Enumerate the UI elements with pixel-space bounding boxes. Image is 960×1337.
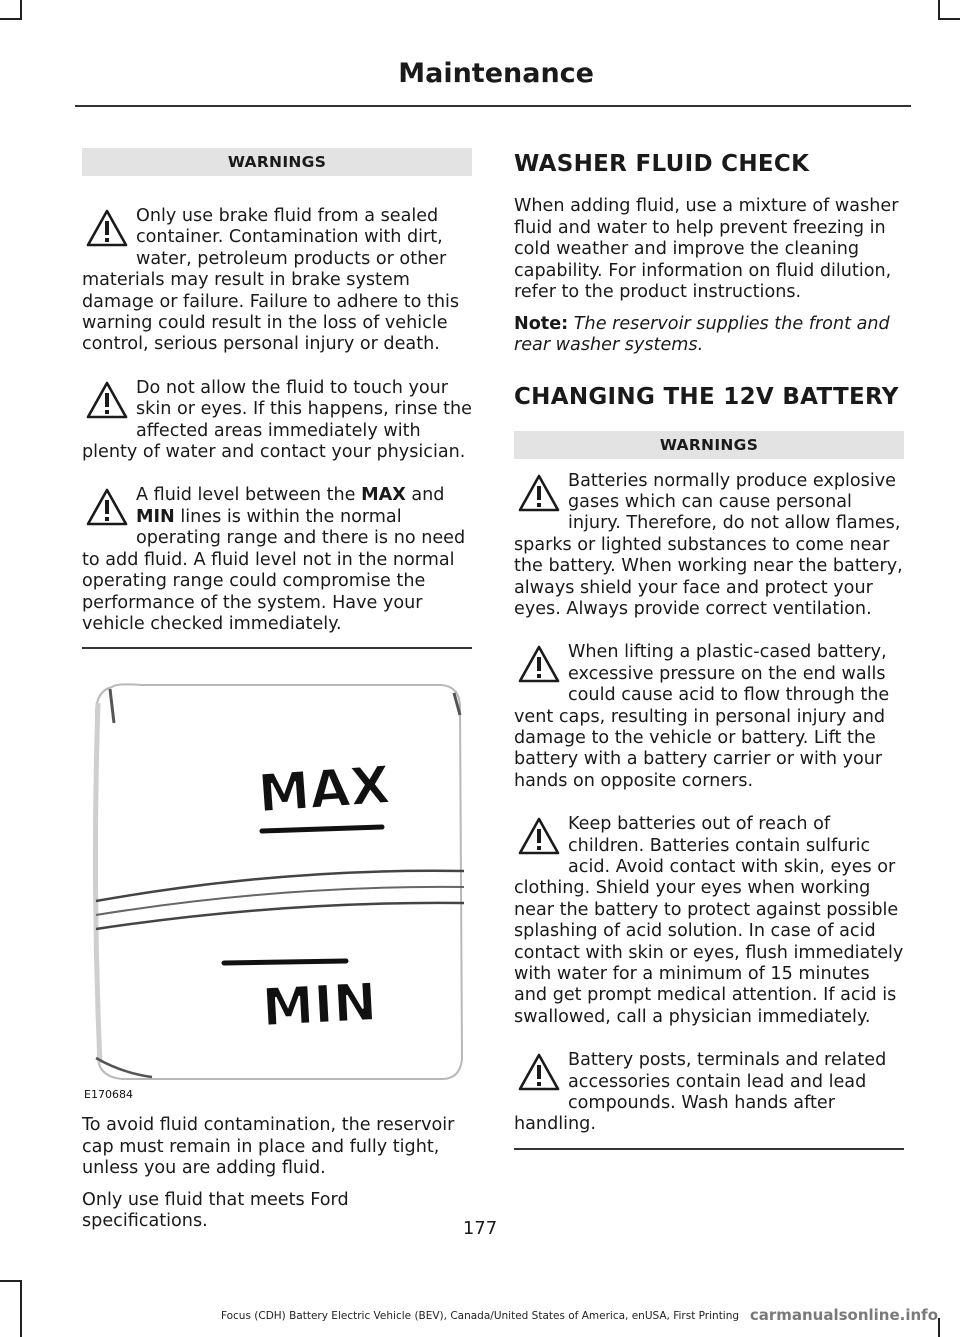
page-number: 177: [462, 1218, 498, 1239]
warning-item: [82, 206, 472, 356]
warning-text: When lifting a plastic-cased battery, excessive pressure on the end walls could cause acid to flow through the vent caps, resulting in personal injury and damage to the vehicle or battery. Lift the battery with a battery carrier or with your hands on opposite corners.: [514, 642, 890, 791]
right-column: [514, 148, 904, 1150]
crop-mark: [20, 0, 22, 20]
washer-fluid-heading: WASHER FLUID CHECK: [514, 151, 810, 177]
warning-item: [82, 378, 472, 464]
figure-code: E170684: [84, 1088, 133, 1102]
warning-text-post: lines is within the normal operating range and there is no need to add fluid. A fluid level not in the normal operating range could compromise the performance of the system. Have your vehicle checked immediately.: [82, 506, 466, 634]
washer-fluid-text: When adding fluid, use a mixture of washer fluid and water to help prevent freezing in cold weather and improve the cleaning capability. For information on fluid dilution, refer to the product instructions.: [514, 196, 899, 302]
warnings-heading: WARNINGS: [514, 431, 904, 459]
washer-note: [514, 314, 904, 357]
max-keyword: MAX: [361, 485, 406, 506]
warning-triangle-icon: [517, 473, 563, 517]
min-label: MIN: [260, 972, 379, 1039]
crop-mark: [0, 18, 22, 20]
crop-mark: [20, 1280, 22, 1337]
warnings-heading: WARNINGS: [82, 148, 472, 176]
warning-triangle-icon: [85, 487, 131, 531]
warning-triangle-icon: [85, 380, 131, 424]
warning-triangle-icon: [85, 208, 131, 252]
note-label: Note:: [514, 313, 569, 334]
crop-mark: [938, 0, 940, 20]
left-column: [82, 148, 472, 1233]
warning-text-pre: A fluid level between the: [136, 485, 362, 506]
warning-item: [514, 642, 904, 792]
warning-triangle-icon: [517, 1052, 563, 1096]
warning-text: Only use brake fluid from a sealed container. Contamination with dirt, water, petroleum products or other materials may result in brake system damage or failure. Failure to adhere to this warning could result in the loss of vehicle control, serious personal injury or death.: [82, 206, 460, 355]
warning-item: [514, 814, 904, 1028]
warning-text: Keep batteries out of reach of children. Batteries contain sulfuric acid. Avoid contact with skin, eyes or clothing. Shield your eyes when working near the battery to protect against possible splashing of acid solution. In case of acid contact with skin or eyes, flush immediately with water for a minimum of 15 minutes and get prompt medical attention. If acid is swallowed, call a physician immediately.: [514, 814, 904, 1027]
warning-item: [82, 485, 472, 635]
warning-text: Battery posts, terminals and related accessories contain lead and lead compounds. Wash hands after handling.: [514, 1050, 887, 1135]
max-label: MAX: [256, 755, 393, 825]
reservoir-figure: [82, 663, 472, 1103]
warning-item: [514, 471, 904, 621]
crop-mark: [0, 1280, 22, 1282]
warning-text: Batteries normally produce explosive gases which can cause personal injury. Therefore, do not allow flames, sparks or lighted substances to come near the battery. When working near the battery, always shield your face and protect your eyes. Always provide correct ventilation.: [514, 470, 903, 619]
battery-heading: CHANGING THE 12V BATTERY: [514, 383, 899, 410]
crop-mark: [938, 18, 960, 20]
note-text: The reservoir supplies the front and rear washer systems.: [514, 313, 890, 355]
warning-text-mid: and: [405, 485, 445, 506]
footer-line: Focus (CDH) Battery Electric Vehicle (BEV), Canada/United States of America, enUSA, First Printing: [220, 1310, 740, 1322]
min-keyword: MIN: [136, 506, 175, 527]
watermark: carmanualsonline.info: [749, 1306, 938, 1324]
header-rule: [75, 105, 911, 107]
warning-triangle-icon: [517, 644, 563, 688]
warnings-end-rule: [82, 647, 472, 649]
warning-item: [514, 1050, 904, 1136]
warning-text: Do not allow the fluid to touch your skin or eyes. If this happens, rinse the affected areas immediately with plenty of water and contact your physician.: [82, 377, 472, 463]
page-title: Maintenance: [398, 58, 594, 89]
paragraph: Only use fluid that meets Ford specifications.: [82, 1189, 349, 1232]
paragraph: To avoid fluid contamination, the reservoir cap must remain in place and fully tight, unless you are adding fluid.: [82, 1115, 455, 1179]
warning-triangle-icon: [517, 816, 563, 860]
warnings-end-rule: [514, 1148, 904, 1150]
reservoir-illustration: [82, 663, 472, 1103]
